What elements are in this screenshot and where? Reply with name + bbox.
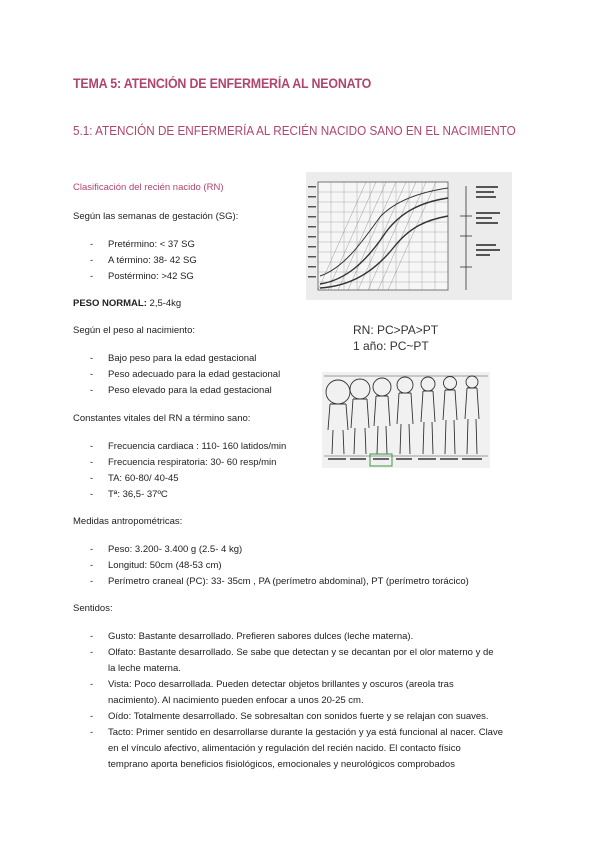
vitals-label: Constantes vitales del RN a término sano: (73, 413, 251, 424)
list-item: - Frecuencia cardiaca : 110- 160 latidos/min (90, 441, 287, 452)
list-item: - Peso: 3.200- 3.400 g (2.5- 4 kg) (90, 544, 243, 555)
list-item: - Tª: 36,5- 37ºC (90, 489, 168, 500)
list-item: - Perímetro craneal (PC): 33- 35cm , PA (perímetro abdominal), PT (perímetro torácico) (90, 576, 469, 587)
list-item: - Peso elevado para la edad gestacional (90, 385, 272, 396)
growth-chart-image (306, 172, 512, 300)
senses-label: Sentidos: (73, 603, 113, 614)
list-item-continuation: en el vínculo afectivo, alimentación y regulación del recién nacido. El contacto físico (108, 743, 461, 754)
list-item: - Bajo peso para la edad gestacional (90, 353, 257, 364)
list-item: - Gusto: Bastante desarrollado. Prefieren sabores dulces (leche materna). (90, 631, 414, 642)
list-item-continuation: nacimiento). Al nacimiento pueden enfocar a unos 20-25 cm. (108, 695, 364, 706)
normal-weight: PESO NORMAL: 2,5-4kg (73, 298, 182, 309)
note-line: 1 año: PC~PT (353, 339, 429, 353)
weight-label: Según el peso al nacimiento: (73, 325, 195, 336)
note-line: RN: PC>PA>PT (353, 323, 439, 337)
anthro-label: Medidas antropométricas: (73, 516, 183, 527)
list-item: - Longitud: 50cm (48-53 cm) (90, 560, 222, 571)
proportions-note (353, 322, 438, 354)
body-proportions-image (322, 372, 490, 468)
list-item: - Peso adecuado para la edad gestacional (90, 369, 281, 380)
list-item: - A término: 38- 42 SG (90, 255, 197, 266)
list-item-continuation: temprano aporta beneficios fisiológicos, emocionales y neurológicos comprobados (108, 759, 455, 770)
gestation-label: Según las semanas de gestación (SG): (73, 211, 239, 222)
page-title: TEMA 5: ATENCIÓN DE ENFERMERÍA AL NEONATO (73, 76, 372, 91)
list-item-continuation: la leche materna. (108, 663, 181, 674)
section-subtitle: 5.1: ATENCIÓN DE ENFERMERÍA AL RECIÉN NACIDO SANO EN EL NACIMIENTO (73, 123, 516, 138)
list-item: - Frecuencia respiratoria: 30- 60 resp/min (90, 457, 277, 468)
list-item: - Vista: Poco desarrollada. Pueden detectar objetos brillantes y oscuros (areola tras (90, 679, 454, 690)
list-item: - Oído: Totalmente desarrollado. Se sobresaltan con sonidos fuerte y se relajan con suaves. (90, 711, 489, 722)
list-item: - Olfato: Bastante desarrollado. Se sabe que detectan y se decantan por el olor materno y de (90, 647, 494, 658)
list-item: - Tacto: Primer sentido en desarrollarse durante la gestación y ya está funcional al nacer. Clave (90, 727, 503, 738)
list-item: - Postérmino: >42 SG (90, 271, 194, 282)
classification-heading: Clasificación del recién nacido (RN) (73, 182, 224, 193)
list-item: - TA: 60-80/ 40-45 (90, 473, 179, 484)
list-item: - Pretérmino: < 37 SG (90, 239, 195, 250)
